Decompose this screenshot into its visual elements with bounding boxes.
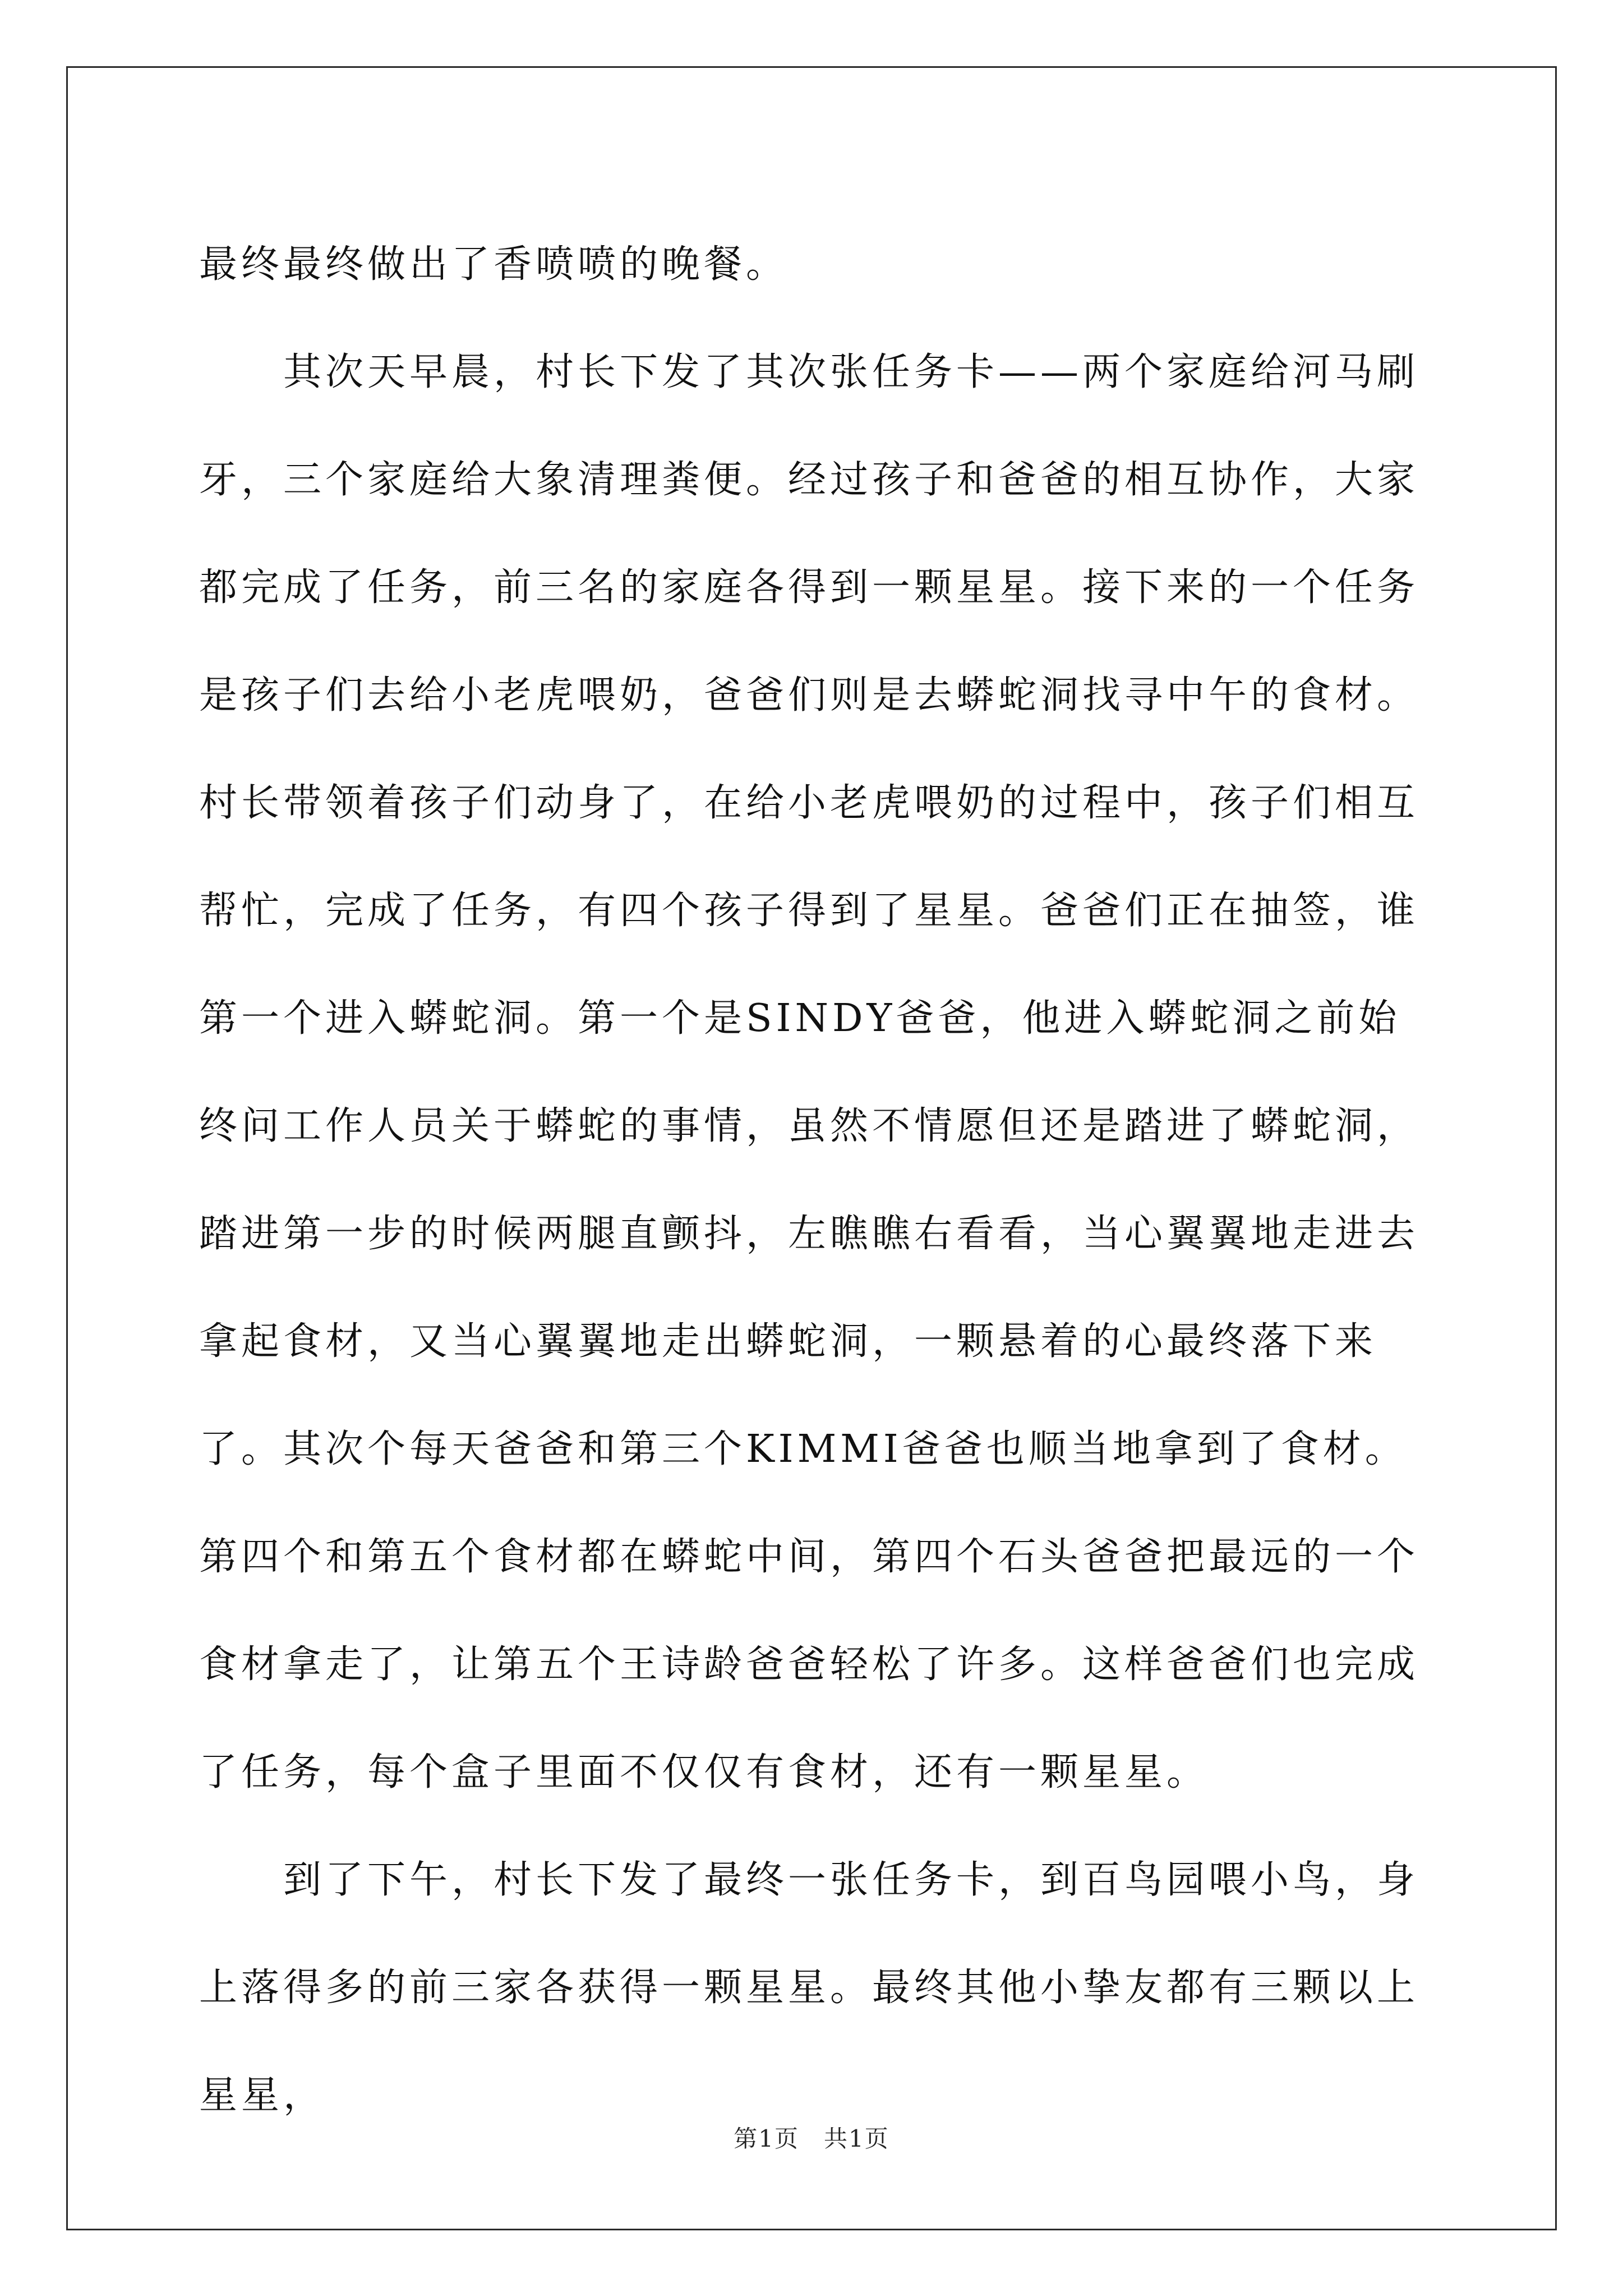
paragraph: 其次天早晨，村长下发了其次张任务卡——两个家庭给河马刷牙，三个家庭给大象清理粪便。经过孩子和爸爸的相互协作，大家都完成了任务，前三名的家庭各得到一颗星星。接下来的一个任务是孩子们去给小老虎喂奶，爸爸们则是去蟒蛇洞找寻中午的食材。村长带领着孩子们动身了，在给小老虎喂奶的过程中，孩子们相互帮忙，完成了任务，有四个孩子得到了星星。爸爸们正在抽签，谁第一个进入蟒蛇洞。第一个是SINDY爸爸，他进入蟒蛇洞之前始终问工作人员关于蟒蛇的事情，虽然不情愿但还是踏进了蟒蛇洞，踏进第一步的时候两腿直颤抖，左瞧瞧右看看，当心翼翼地走进去拿起食材，又当心翼翼地走出蟒蛇洞，一颗悬着的心最终落下来了。其次个每天爸爸和第三个KIMMI爸爸也顺当地拿到了食材。第四个和第五个食材都在蟒蛇中间，第四个石头爸爸把最远的一个食材拿走了，让第五个王诗龄爸爸轻松了许多。这样爸爸们也完成了任务，每个盒子里面不仅仅有食材，还有一颗星星。: [199, 350, 1419, 1795]
paragraph: 到了下午，村长下发了最终一张任务卡，到百鸟园喂小鸟，身上落得多的前三家各获得一颗星星。最终其他小挚友都有三颗以上星星，: [199, 1858, 1419, 2118]
document-body: [199, 211, 1427, 2150]
paragraph: 最终最终做出了香喷喷的晚餐。: [199, 242, 789, 287]
page-number-footer: 第1页 共1页: [734, 2125, 889, 2152]
